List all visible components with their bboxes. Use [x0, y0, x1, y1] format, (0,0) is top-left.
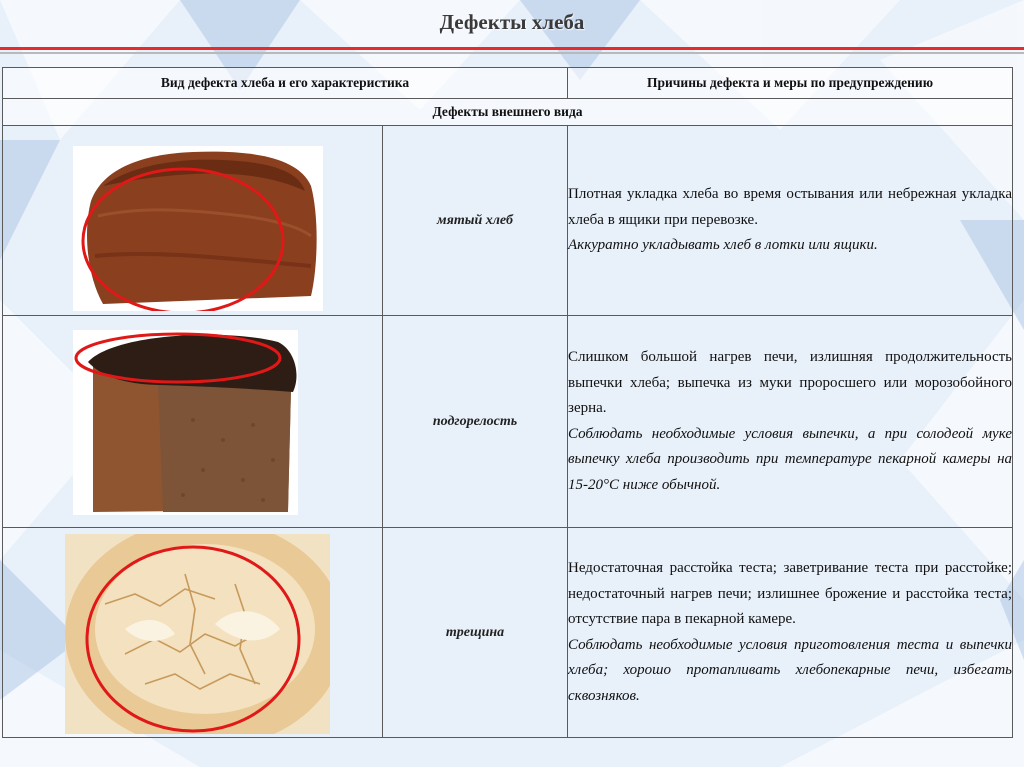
defects-table [2, 67, 1013, 738]
col2-header: Причины дефекта и меры по предупреждению [568, 68, 1013, 99]
defect-cause: Плотная укладка хлеба во время остывания или небрежная укладка хлеба в ящики при перевозке. [568, 186, 1013, 228]
table-row [3, 528, 1013, 738]
defect-name: трещина [383, 528, 568, 738]
defect-description [568, 316, 1013, 528]
defect-description [568, 126, 1013, 316]
table-row [3, 126, 1013, 316]
title-underline-red [0, 47, 1024, 50]
section-title: Дефекты внешнего вида [3, 99, 1013, 126]
title-underline-gray [0, 52, 1024, 54]
defect-image-cell [3, 528, 383, 738]
col1-header: Вид дефекта хлеба и его характеристика [3, 68, 568, 99]
page-title: Дефекты хлеба [439, 10, 585, 34]
defect-prevention: Соблюдать необходимые условия приготовления теста и выпечки хлеба; хорошо протапливать хлебопекарные печи, избегать сквозняков. [568, 636, 1013, 704]
defect-prevention: Соблюдать необходимые условия выпечки, а при солодеой муке выпечку хлеба производить при температуре пекарной камеры на 15-20°С ниже обычной. [568, 425, 1013, 493]
defect-image-cell [3, 316, 383, 528]
defect-cause: Недостаточная расстойка теста; заветривание теста при расстойке; недостаточный нагрев печи; излишнее брожение и расстойка теста; отсутствие пара в пекарной камере. [568, 560, 1013, 627]
defect-name: подгорелость [383, 316, 568, 528]
cracked-bread-photo [65, 534, 330, 734]
defect-description [568, 528, 1013, 738]
section-row [3, 99, 1013, 126]
table-row [3, 316, 1013, 528]
header-row [3, 68, 1013, 99]
defect-name: мятый хлеб [383, 126, 568, 316]
burnt-bread-photo [73, 330, 298, 515]
defect-prevention: Аккуратно укладывать хлеб в лотки или ящики. [568, 237, 878, 254]
defect-image-cell [3, 126, 383, 316]
crumpled-bread-photo [73, 146, 323, 311]
defect-cause: Слишком большой нагрев печи, излишняя продолжительность выпечки хлеба; выпечка из муки проросшего или морозобойного зерна. [568, 349, 1013, 416]
